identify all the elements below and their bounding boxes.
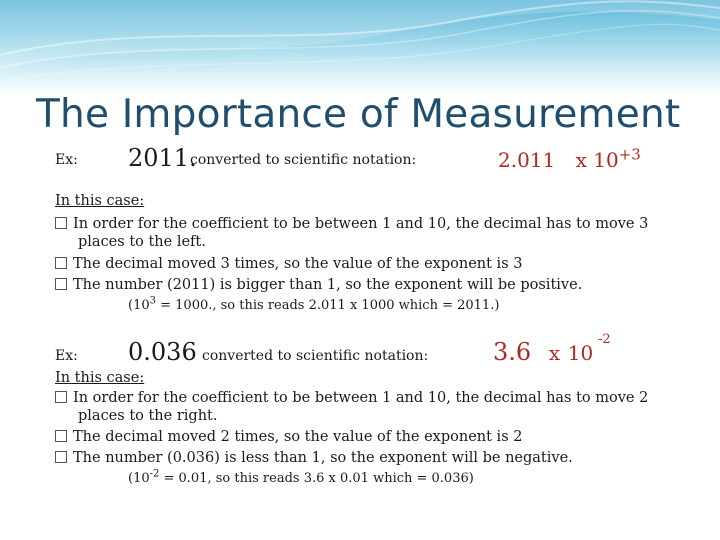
note-exponent: 3: [149, 295, 156, 307]
bullet-text: The number (2011) is bigger than 1, so the exponent will be positive.: [73, 277, 583, 293]
decorative-wave: [0, 0, 720, 95]
bullet-icon: [55, 391, 67, 403]
bullet-icon: [55, 257, 67, 269]
example2-bullet-2: [55, 429, 522, 445]
example2-converted-text: converted to scientific notation:: [202, 348, 429, 364]
bullet-text: The number (0.036) is less than 1, so the exponent will be negative.: [73, 450, 573, 466]
header-band: [0, 0, 720, 95]
example1-label: Ex:: [55, 152, 78, 168]
note-exponent: -2: [149, 468, 160, 480]
note-rest: = 1000., so this reads 2.011 x 1000 which = 2011.): [156, 298, 500, 313]
note-rest: = 0.01, so this reads 3.6 x 0.01 which = 0.036): [159, 471, 474, 486]
example2-coefficient: 3.6: [493, 338, 532, 366]
example2-times: x: [548, 341, 561, 365]
example1-number: 2011.: [128, 144, 197, 172]
example1-times: x: [575, 148, 587, 172]
example1-exponent: +3: [618, 145, 641, 164]
example1-base: 10: [593, 148, 619, 172]
bullet-icon: [55, 278, 67, 290]
bullet-text: The decimal moved 2 times, so the value of the exponent is 2: [73, 429, 523, 445]
slide-title: The Importance of Measurement: [36, 92, 681, 137]
example2-case-label: In this case:: [55, 370, 145, 386]
note-prefix: (10: [128, 298, 150, 313]
example1-bullet-2: [55, 256, 522, 272]
example1-note: [128, 295, 500, 313]
example1-bullet-3: [55, 277, 582, 293]
example2-exponent: -2: [598, 332, 611, 347]
example1-coefficient: 2.011: [498, 148, 556, 172]
bullet-icon: [55, 217, 67, 229]
example1-converted-text: converted to scientific notation:: [190, 152, 417, 168]
bullet-icon: [55, 451, 67, 463]
example1-bullet-1-cont: places to the left.: [78, 234, 206, 250]
bullet-text: In order for the coefficient to be between 1 and 10, the decimal has to move 2: [73, 390, 649, 406]
example2-scientific-notation: [493, 338, 593, 366]
example2-bullet-1-cont: places to the right.: [78, 408, 218, 424]
example2-bullet-1: [55, 390, 648, 406]
bullet-text: In order for the coefficient to be between 1 and 10, the decimal has to move 3: [73, 216, 649, 232]
note-prefix: (10: [128, 471, 150, 486]
bullet-icon: [55, 430, 67, 442]
example2-base: 10: [567, 341, 594, 365]
example2-bullet-3: [55, 450, 573, 466]
example2-number: 0.036: [128, 338, 197, 366]
example2-note: [128, 468, 474, 486]
bullet-text: The decimal moved 3 times, so the value of the exponent is 3: [73, 256, 523, 272]
example1-case-label: In this case:: [55, 193, 145, 209]
example1-bullet-1: [55, 216, 648, 232]
example1-scientific-notation: [498, 145, 641, 172]
example2-label: Ex:: [55, 348, 78, 364]
